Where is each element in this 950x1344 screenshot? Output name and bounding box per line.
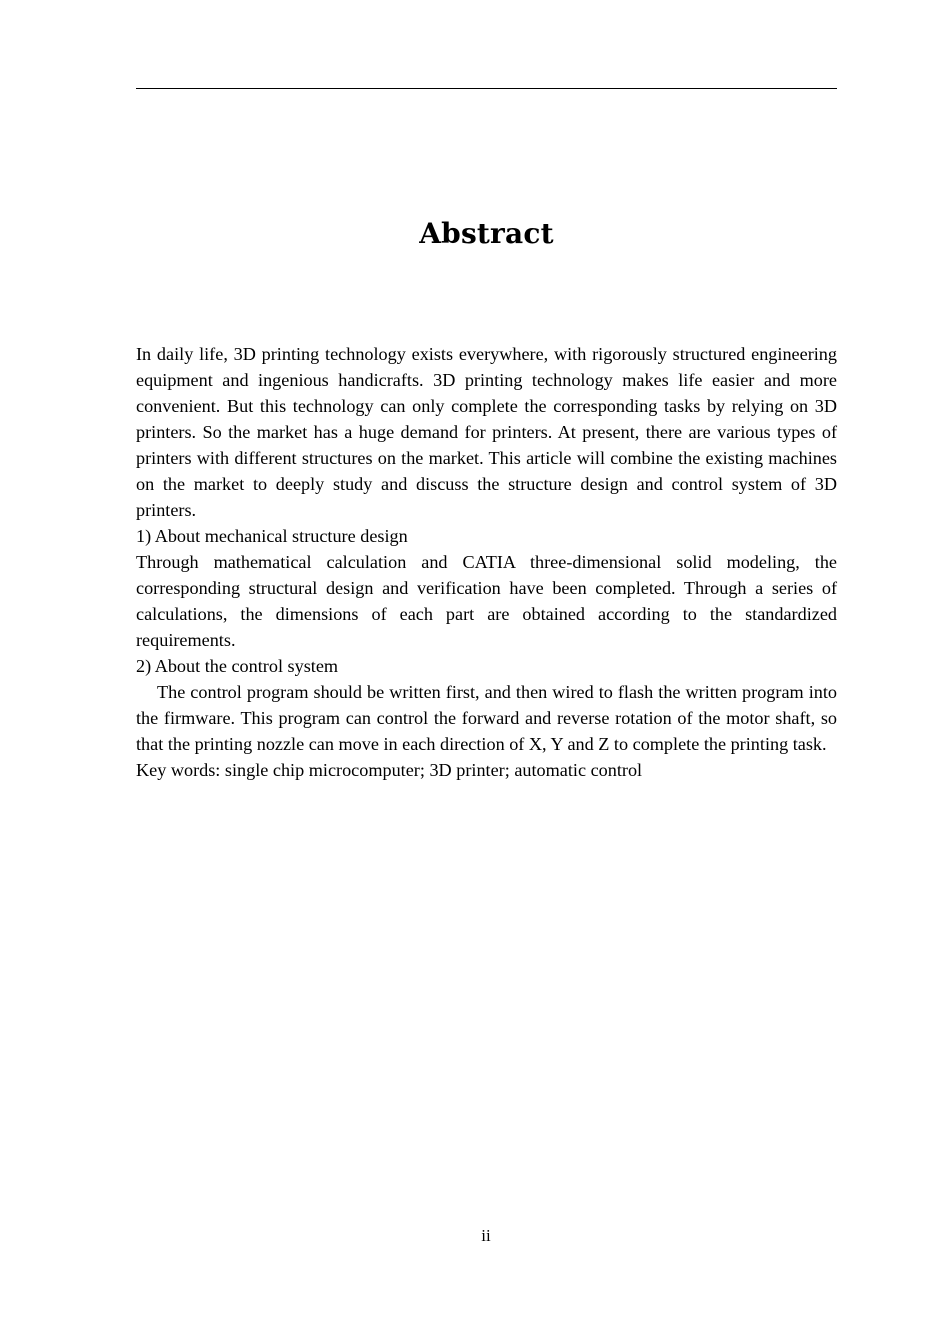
page-number: ii [481, 1226, 491, 1245]
control-heading: 2) About the control system [136, 656, 339, 676]
abstract-title: Abstract [419, 217, 554, 250]
header-rule [136, 88, 837, 89]
abstract-body [136, 341, 837, 783]
mechanical-heading: 1) About mechanical structure design [136, 526, 408, 546]
intro-paragraph: In daily life, 3D printing technology exists everywhere, with rigorously structured engineering equipment and ingenious handicrafts. 3D printing technology makes life easier and more convenient. But this technology can only complete the corresponding tasks by relying on 3D printers. So the market has a huge demand for printers. At present, there are various types of printers with different structures on the market. This article will combine the existing machines on the market to deeply study and discuss the structure design and control system of 3D printers. [136, 344, 837, 520]
keywords-line: Key words: single chip microcomputer; 3D printer; automatic control [136, 760, 643, 780]
control-paragraph: The control program should be written first, and then wired to flash the written program into the firmware. This program can control the forward and reverse rotation of the motor shaft, so that the printing nozzle can move in each direction of X, Y and Z to complete the printing task. [136, 682, 837, 754]
mechanical-paragraph: Through mathematical calculation and CATIA three-dimensional solid modeling, the corresponding structural design and verification have been completed. Through a series of calculations, the dimensions of each part are obtained according to the standardized requirements. [136, 552, 837, 650]
